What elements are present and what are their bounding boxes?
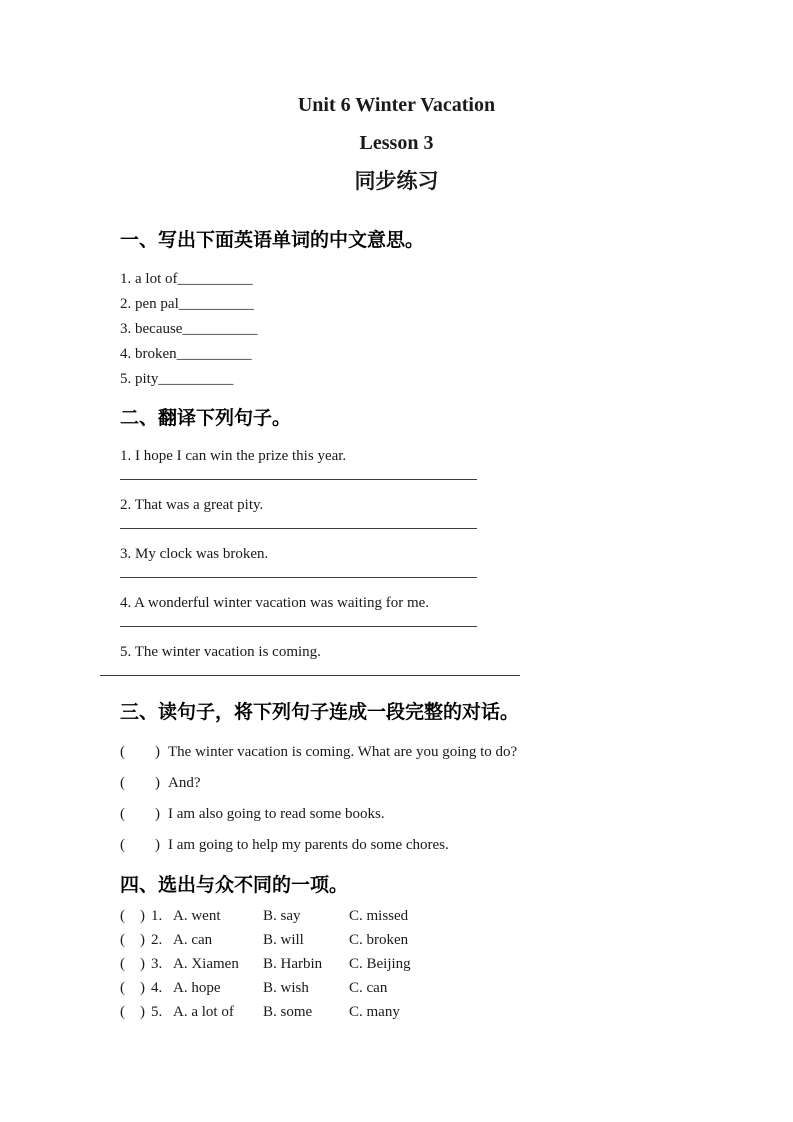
choice-option-a: A. went [173, 908, 221, 924]
choice-option-a: A. Xiamen [173, 956, 239, 972]
answer-blank [100, 675, 520, 676]
answer-paren [120, 976, 145, 1000]
dialog-sentence: The winter vacation is coming. What are you going to do? [168, 744, 518, 760]
choice-option-c: C. many [349, 1004, 400, 1020]
answer-blank [120, 528, 477, 529]
dialog-sentence: And? [168, 775, 201, 791]
dialog-item [120, 799, 673, 830]
choice-number: 3. [151, 956, 163, 972]
paren-close: ) [155, 744, 160, 760]
answer-paren [120, 952, 145, 976]
choice-row [120, 976, 673, 1000]
section-1-heading: 一、写出下面英语单词的中文意思。 [120, 230, 425, 251]
vocab-item: 2. pen pal__________ [120, 296, 254, 312]
paren-open: ( [120, 806, 125, 822]
choice-row [120, 952, 673, 976]
choice-option-c: C. broken [349, 932, 409, 948]
choice-option-b: B. some [263, 1004, 313, 1020]
paren-open: ( [120, 932, 125, 948]
section-2-heading: 二、翻译下列句子。 [120, 408, 292, 429]
section-3-heading: 三、读句子，将下列句子连成一段完整的对话。 [120, 702, 520, 723]
dialog-item [120, 768, 673, 799]
answer-blank [120, 577, 477, 578]
dialog-sentence: I am going to help my parents do some chores. [168, 837, 449, 853]
paren-close: ) [155, 837, 160, 853]
vocab-item: 3. because__________ [120, 321, 258, 337]
sentence-item: 2. That was a great pity. [120, 497, 264, 513]
section-translation [120, 406, 673, 676]
answer-paren [120, 830, 160, 861]
choice-option-c: C. Beijing [349, 956, 411, 972]
sentence-item: 1. I hope I can win the prize this year. [120, 448, 347, 464]
answer-blank [120, 626, 477, 627]
paren-open: ( [120, 908, 125, 924]
vocab-item: 5. pity__________ [120, 371, 234, 387]
page-title: Unit 6 Winter Vacation [297, 94, 496, 116]
paren-close: ) [140, 908, 145, 924]
answer-paren [120, 904, 145, 928]
paren-open: ( [120, 744, 125, 760]
paren-open: ( [120, 775, 125, 791]
dialog-sentence: I am also going to read some books. [168, 806, 385, 822]
paren-open: ( [120, 980, 125, 996]
paren-open: ( [120, 837, 125, 853]
choice-row [120, 1000, 673, 1024]
choice-number: 4. [151, 980, 163, 996]
vocab-item: 1. a lot of__________ [120, 271, 253, 287]
paren-open: ( [120, 956, 125, 972]
sentence-item: 4. A wonderful winter vacation was waiting for me. [120, 595, 430, 611]
choice-option-a: A. can [173, 932, 213, 948]
dialog-item [120, 737, 673, 768]
lesson-title: Lesson 3 [359, 132, 434, 154]
choice-option-b: B. will [263, 932, 304, 948]
choice-option-a: A. hope [173, 980, 221, 996]
sentence-item: 3. My clock was broken. [120, 546, 269, 562]
choice-option-c: C. can [349, 980, 388, 996]
choice-row [120, 904, 673, 928]
worksheet-subtitle: 同步练习 [354, 170, 439, 193]
choice-option-a: A. a lot of [173, 1004, 234, 1020]
choice-row [120, 928, 673, 952]
answer-paren [120, 1000, 145, 1024]
choice-option-b: B. wish [263, 980, 309, 996]
dialog-item [120, 830, 673, 861]
choice-number: 5. [151, 1004, 163, 1020]
paren-close: ) [140, 932, 145, 948]
section-odd-one-out [120, 873, 673, 1024]
choice-option-b: B. Harbin [263, 956, 323, 972]
answer-paren [120, 928, 145, 952]
answer-paren [120, 737, 160, 768]
choice-number: 2. [151, 932, 163, 948]
paren-open: ( [120, 1004, 125, 1020]
answer-blank [120, 479, 477, 480]
paren-close: ) [155, 775, 160, 791]
choice-option-b: B. say [263, 908, 301, 924]
answer-paren [120, 768, 160, 799]
paren-close: ) [140, 956, 145, 972]
worksheet-header [120, 86, 673, 202]
paren-close: ) [140, 980, 145, 996]
choice-number: 1. [151, 908, 163, 924]
choice-option-c: C. missed [349, 908, 409, 924]
answer-paren [120, 799, 160, 830]
section-4-heading: 四、选出与众不同的一项。 [120, 875, 349, 896]
section-vocabulary [120, 228, 673, 392]
paren-close: ) [155, 806, 160, 822]
sentence-item: 5. The winter vacation is coming. [120, 644, 321, 660]
paren-close: ) [140, 1004, 145, 1020]
vocab-item: 4. broken__________ [120, 346, 252, 362]
section-dialog-order [120, 700, 673, 861]
